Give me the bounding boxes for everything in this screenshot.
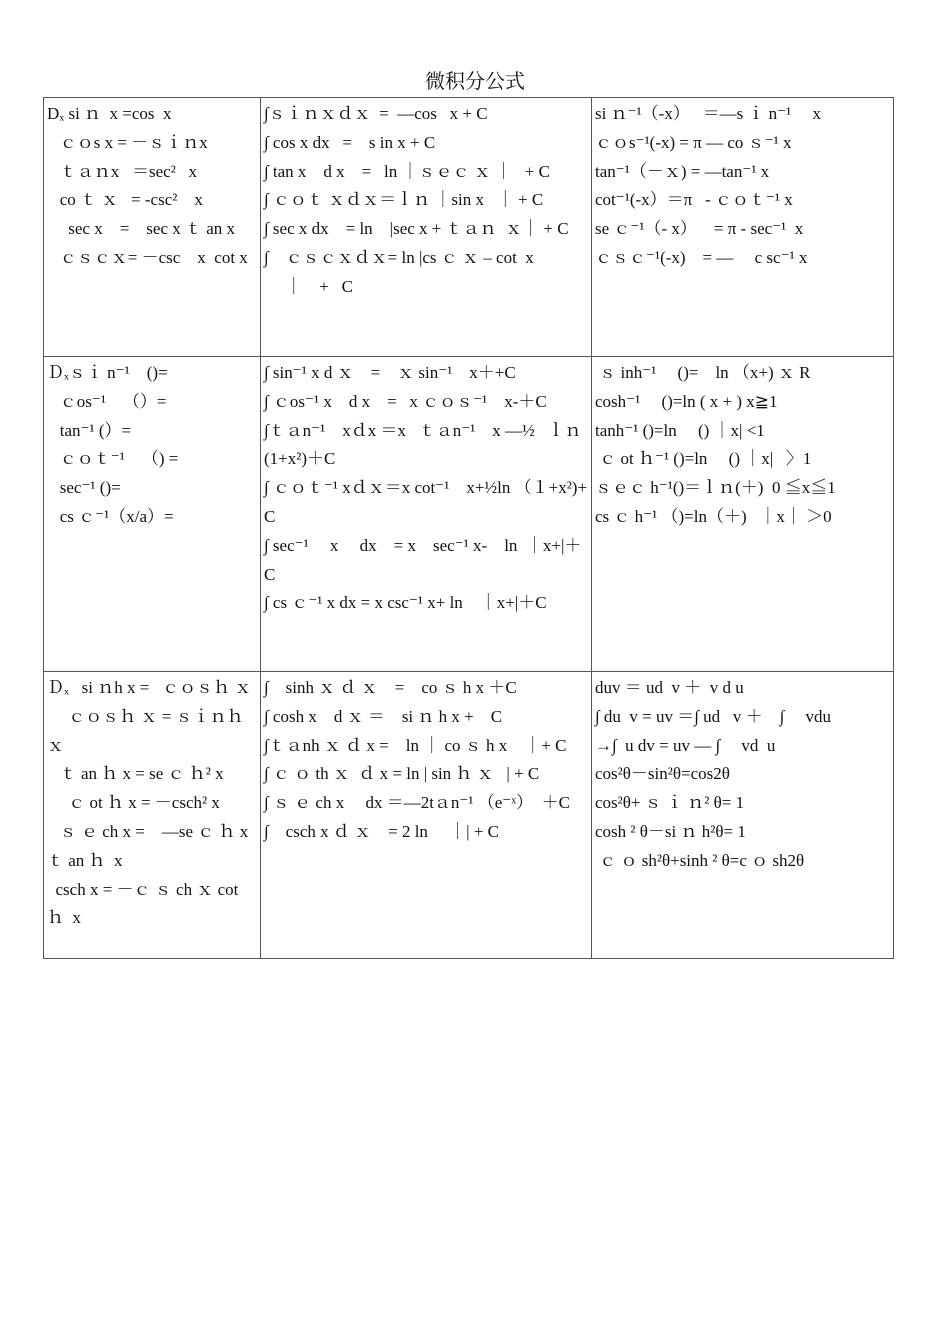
formula-line: ∫ sinh ｘ ｄ ｘ = co ｓ h x ＋C bbox=[264, 678, 517, 697]
formula-line: ｃｏｓｈ ｘ = ｓｉｎｈ ｘ bbox=[47, 706, 248, 755]
formula-line: co ｔ ｘ = -csc² x bbox=[47, 190, 203, 210]
formula-line: Dₓ si ｎ x =cos x bbox=[47, 104, 172, 123]
formula-line: Ｄₓｓｉ n⁻¹ ()= bbox=[47, 363, 168, 382]
formula-line: cos²θ+ ｓ ｉ ｎ² θ= 1 bbox=[595, 793, 745, 813]
formula-line: ｃｏｔ⁻¹ （) = bbox=[47, 449, 179, 469]
trig-integrals-cell bbox=[261, 98, 592, 357]
formula-line: ｃｓｃ⁻¹(-x) = — c sc⁻¹ x bbox=[595, 247, 808, 267]
table-row-trig bbox=[44, 98, 894, 357]
integration-by-parts-identities-cell bbox=[592, 672, 894, 959]
formula-line: ｃos⁻¹ （）= bbox=[47, 391, 167, 411]
inverse-trig-integrals-cell bbox=[261, 357, 599, 672]
table-row-inverse-trig bbox=[44, 357, 894, 672]
formula-line: tan⁻¹（－ｘ) = —tan⁻¹ x bbox=[595, 161, 770, 181]
formula-line: ∫ ｃｏｔ ｘｄｘ＝ｌｎ ｜sin x ｜ + C bbox=[264, 190, 544, 210]
table-row-hyperbolic bbox=[44, 672, 894, 959]
formula-line: ｓ ｅ ch x = —se ｃ ｈ x ｔ an ｈ x bbox=[47, 821, 253, 870]
formula-line: ∫ csch x ｄ ｘ = 2 ln ｜| + C bbox=[264, 821, 500, 841]
formula-line: ∫ ｃos⁻¹ x d x = x ｃｏｓ⁻¹ x-＋C bbox=[264, 391, 547, 411]
formula-line: ｜ + C bbox=[264, 276, 353, 296]
formula-line: ∫ cosh x d ｘ ＝ si ｎ h x + C bbox=[264, 706, 503, 726]
formula-line: ∫ sin⁻¹ x d ｘ = ｘ sin⁻¹ x＋+C bbox=[264, 363, 516, 382]
inverse-trig-identities-cell bbox=[592, 98, 894, 357]
hyperbolic-integrals-cell bbox=[261, 672, 592, 959]
formula-line: se ｃ⁻¹（- x） = π - sec⁻¹ x bbox=[595, 219, 804, 239]
formula-line: ∫ ｃｓｃｘｄｘ= ln |cs ｃ ｘ – cot x bbox=[264, 247, 534, 267]
formula-line: ｓ inh⁻¹ ()= ln （x+) ｘ R bbox=[595, 363, 811, 382]
formula-line: ｔａｎx ＝sec² x bbox=[47, 161, 198, 181]
formula-line: ∫ tan x d x = ln ｜ｓｅｃ ｘ ｜ + C bbox=[264, 161, 550, 181]
formula-line: cs ｃ h⁻¹ （)=ln（＋) ｜x｜ ＞0 bbox=[595, 506, 832, 526]
formula-line: ∫ ｃｏｔ⁻¹ xｄｘ＝x cot⁻¹ x+½ln （１+x²)+C bbox=[264, 478, 588, 526]
formula-line: ∫ｔａn⁻¹ xｄx ＝x ｔａn⁻¹ x —½ ｌｎ (1+x²)＋C bbox=[264, 420, 599, 469]
inverse-trig-derivatives-cell bbox=[44, 357, 261, 672]
formula-line: cs ｃ⁻¹（x/a）= bbox=[47, 506, 174, 526]
formula-table bbox=[43, 97, 894, 959]
formula-line: tanh⁻¹ ()=ln () ｜x| <1 bbox=[595, 420, 765, 440]
formula-line: cosh ² θ－si ｎ h²θ= 1 bbox=[595, 821, 746, 841]
formula-line: ∫ ｃ ｏ th ｘ ｄ x = ln | sin ｈ ｘ | + C bbox=[264, 764, 540, 784]
formula-line: ∫ ｓ ｅ ch x dx ＝—2tａn⁻¹ （e⁻ˣ） ＋C bbox=[264, 793, 571, 813]
formula-line: ｃｏs⁻¹(-x) = π — co ｓ⁻¹ x bbox=[595, 132, 792, 152]
formula-line: duv ＝ ud v ＋ v d u bbox=[595, 678, 744, 697]
formula-line: sec⁻¹ ()= bbox=[47, 478, 121, 498]
formula-line: ｓｅｃ h⁻¹()＝ｌｎ(＋) 0 ≦x≦1 bbox=[595, 478, 836, 498]
formula-line: ∫ du v = uv ＝∫ ud v ＋ ∫ vdu bbox=[595, 706, 832, 726]
formula-line: Ｄₓ si ｎh x = ｃｏｓｈ ｘ bbox=[47, 678, 252, 697]
formula-line: ｃｓｃｘ= －csc x cot x bbox=[47, 247, 248, 267]
formula-line: ∫ｔａnh ｘ ｄ x = ln ｜ co ｓ h x ｜+ C bbox=[264, 735, 567, 755]
trig-derivatives-cell bbox=[44, 98, 261, 357]
formula-line: cot⁻¹(-x）＝π - ｃｏｔ⁻¹ x bbox=[595, 190, 793, 210]
formula-line: cosh⁻¹ ()=ln ( x + ) x≧1 bbox=[595, 391, 778, 411]
formula-line: ｔ an ｈ x = se ｃ ｈ² x bbox=[47, 764, 224, 784]
formula-line: ｃ ｏ sh²θ+sinh ² θ=c ｏ sh2θ bbox=[595, 850, 805, 870]
formula-line: ｃ ot ｈ⁻¹ ()=ln () ｜x| 〉1 bbox=[595, 449, 812, 469]
formula-line: ∫ sec⁻¹ x dx = x sec⁻¹ x- ln ｜x+|＋C bbox=[264, 535, 582, 584]
formula-line: si ｎ⁻¹（-x） ＝—s ｉ n⁻¹ x bbox=[595, 104, 822, 123]
formula-line: tan⁻¹ (）= bbox=[47, 420, 132, 440]
formula-line: sec x = sec x ｔ an x bbox=[47, 219, 236, 239]
formula-line: ∫ cs ｃ⁻¹ x dx = x csc⁻¹ x+ ln ｜x+|＋C bbox=[264, 593, 547, 613]
formula-line: →∫ u dv = uv — ∫ vd u bbox=[595, 735, 776, 755]
formula-line: ｃ ot ｈ x = －csch² x bbox=[47, 793, 220, 813]
formula-line: ｃｏs x = －ｓｉｎx bbox=[47, 132, 208, 152]
formula-line: csch x = －ｃ ｓ ch ｘ cot ｈ x bbox=[47, 879, 243, 928]
formula-line: ∫ sec x dx = ln |sec x + ｔａｎ ｘ｜ + C bbox=[264, 219, 569, 239]
inverse-hyperbolic-cell bbox=[592, 357, 894, 672]
formula-line: ∫ｓｉｎｘｄｘ = —cos x + C bbox=[264, 104, 488, 123]
page-title: 微积分公式 bbox=[425, 69, 525, 93]
formula-line: ∫ cos x dx = s in x + C bbox=[264, 132, 436, 152]
hyperbolic-derivatives-cell bbox=[44, 672, 261, 959]
formula-line: cos²θ－sin²θ=cos2θ bbox=[595, 764, 730, 784]
